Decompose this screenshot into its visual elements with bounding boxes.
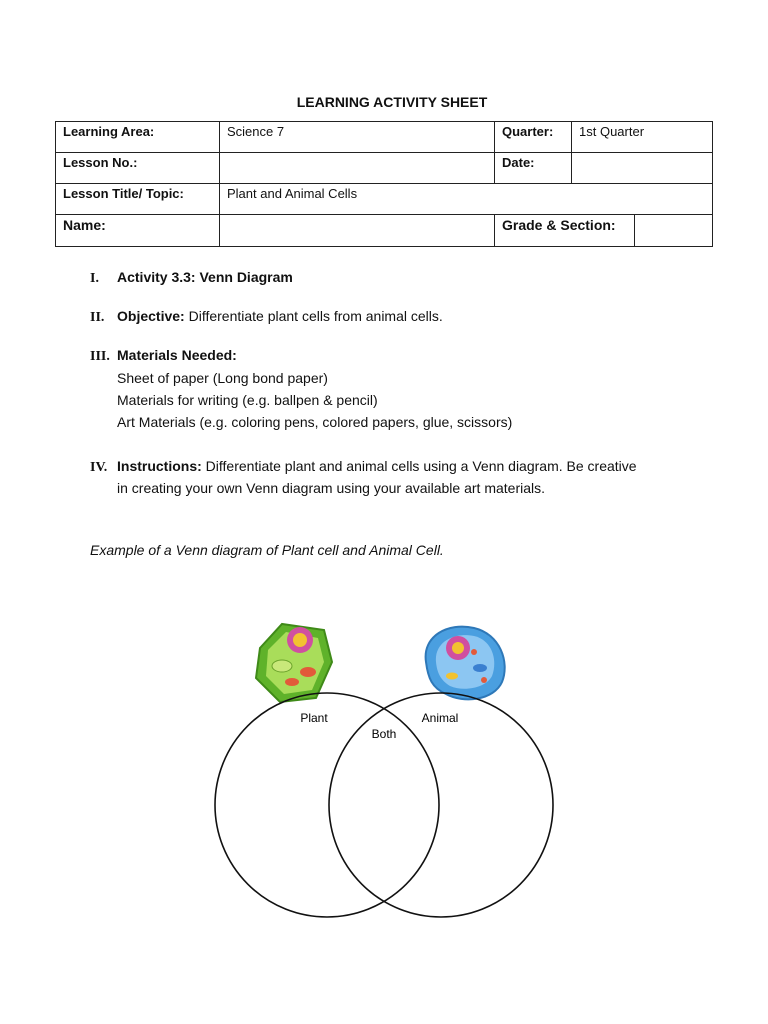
section-materials [90,345,512,432]
date-label: Date: [495,153,572,184]
venn-diagram [200,610,570,930]
section-number: III. [90,349,110,364]
quarter-label: Quarter: [495,122,572,153]
learning-area-value[interactable]: Science 7 [220,122,495,153]
instructions-text-line-2: in creating your own Venn diagram using your available art materials. [117,480,546,496]
plant-label: Plant [300,711,328,725]
material-item: Sheet of paper (Long bond paper) [117,370,328,386]
date-value[interactable] [572,153,713,184]
grade-section-value[interactable] [635,215,713,247]
sheet-title: LEARNING ACTIVITY SHEET [296,94,488,110]
section-objective [90,306,443,328]
instructions-text-line-1: Differentiate plant and animal cells using a Venn diagram. Be creative [205,458,637,474]
animal-label: Animal [421,711,459,725]
materials-heading: Materials Needed: [117,347,237,363]
section-number: IV. [90,460,108,475]
objective-heading: Objective: [117,308,185,324]
name-value[interactable] [220,215,495,247]
plant-circle [215,693,439,917]
learning-area-label: Learning Area: [56,122,220,153]
info-table [55,121,713,247]
instructions-heading: Instructions: [117,458,202,474]
material-item: Materials for writing (e.g. ballpen & pencil) [117,392,378,408]
quarter-value[interactable]: 1st Quarter [572,122,713,153]
name-label: Name: [56,215,220,247]
lesson-no-value[interactable] [220,153,495,184]
section-number: I. [90,271,99,286]
plant-cell-icon [256,624,332,702]
section-number: II. [90,310,105,325]
activity-heading: Activity 3.3: Venn Diagram [117,269,293,285]
lesson-title-value[interactable]: Plant and Animal Cells [220,184,713,215]
objective-text: Differentiate plant cells from animal cells. [188,308,443,324]
animal-circle [329,693,553,917]
section-activity [90,267,293,289]
grade-section-label: Grade & Section: [495,215,635,247]
example-caption: Example of a Venn diagram of Plant cell and Animal Cell. [90,542,444,558]
lesson-no-label: Lesson No.: [56,153,220,184]
both-label: Both [371,727,397,741]
animal-cell-icon [426,627,505,700]
section-instructions [90,456,637,498]
material-item: Art Materials (e.g. coloring pens, colored papers, glue, scissors) [117,414,513,430]
lesson-title-label: Lesson Title/ Topic: [56,184,220,215]
